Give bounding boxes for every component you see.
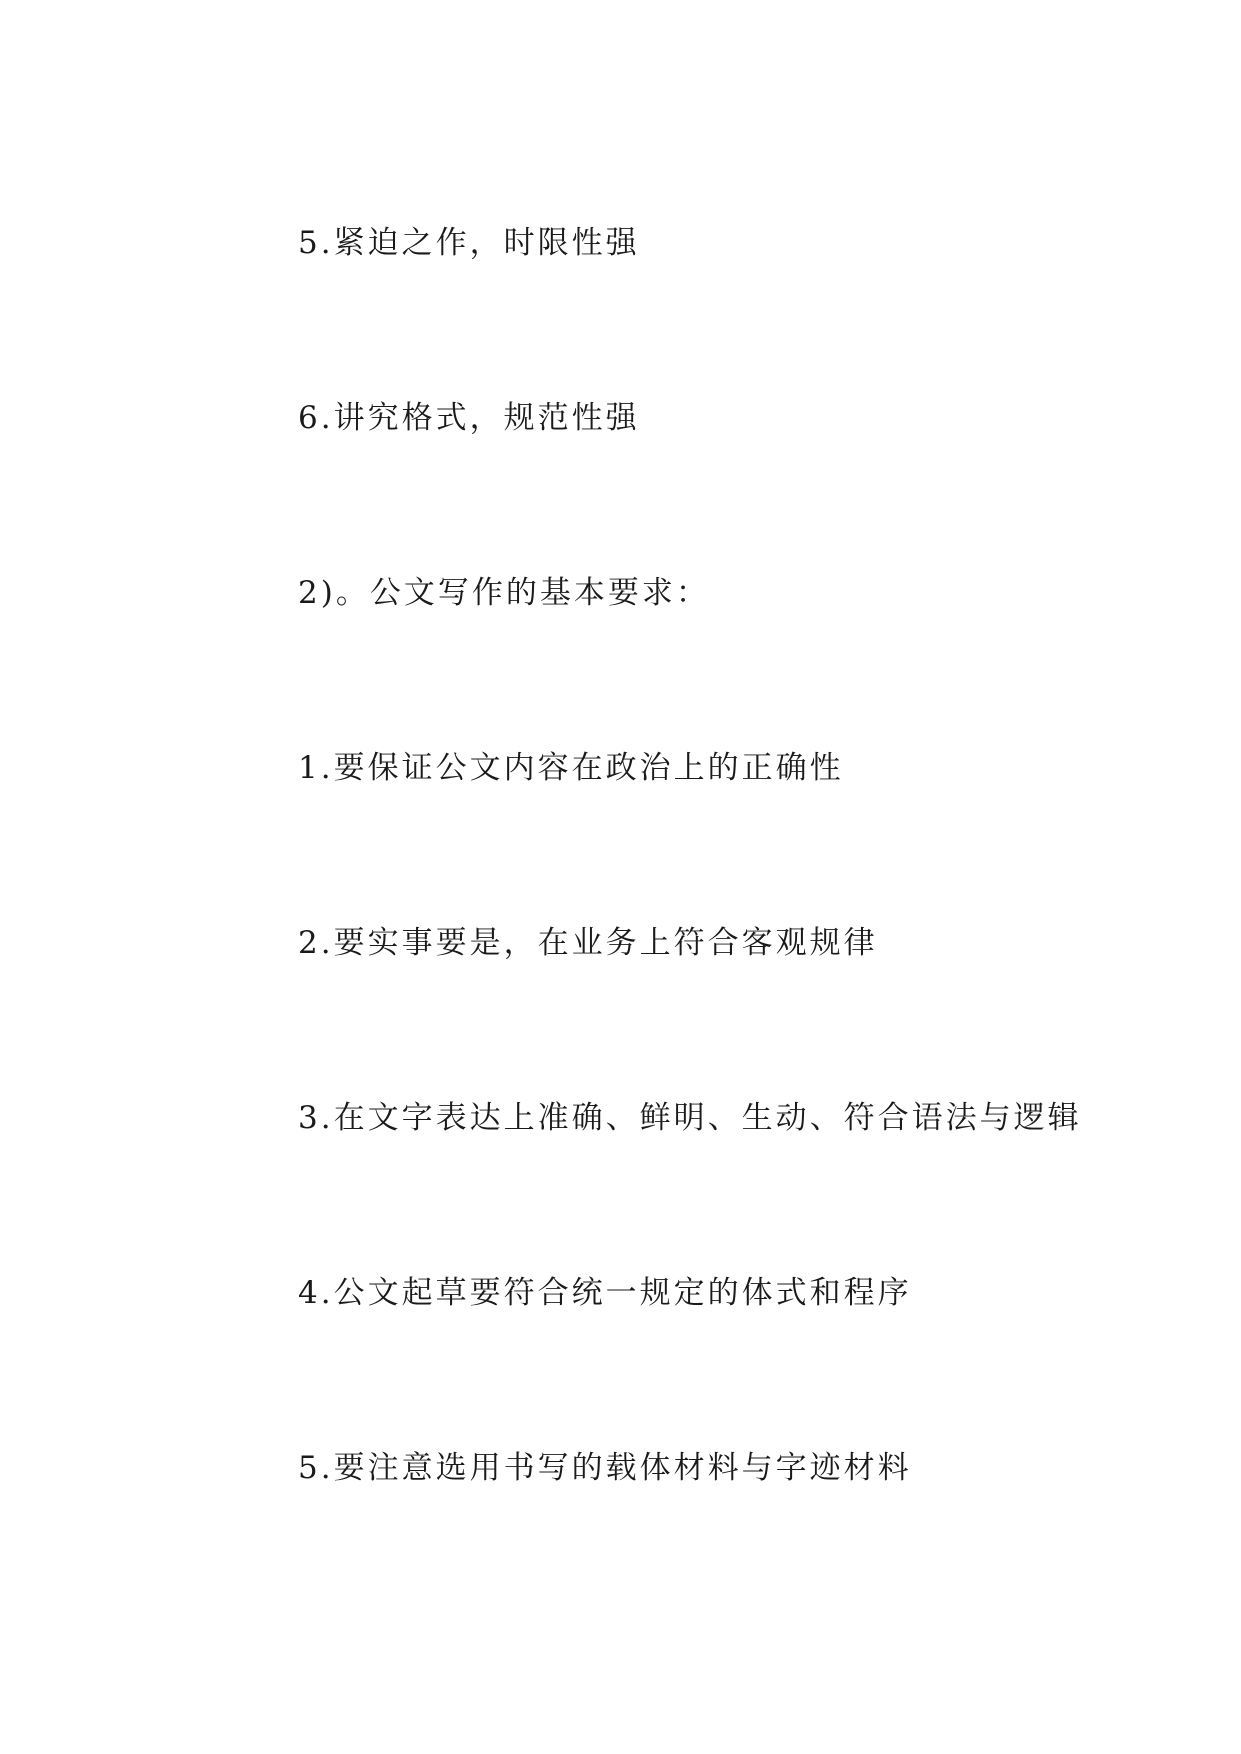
list-item: 5.要注意选用书写的载体材料与字迹材料: [298, 1450, 912, 1486]
section-heading: 2)。公文写作的基本要求：: [298, 575, 710, 611]
list-item: 5.紧迫之作，时限性强: [298, 225, 640, 261]
list-item: 1.要保证公文内容在政治上的正确性: [298, 750, 844, 786]
list-item: 2.要实事要是，在业务上符合客观规律: [298, 925, 878, 961]
list-item: 3.在文字表达上准确、鲜明、生动、符合语法与逻辑: [298, 1100, 1082, 1136]
list-item: 6.讲究格式，规范性强: [298, 400, 640, 436]
list-item: 4.公文起草要符合统一规定的体式和程序: [298, 1275, 912, 1311]
